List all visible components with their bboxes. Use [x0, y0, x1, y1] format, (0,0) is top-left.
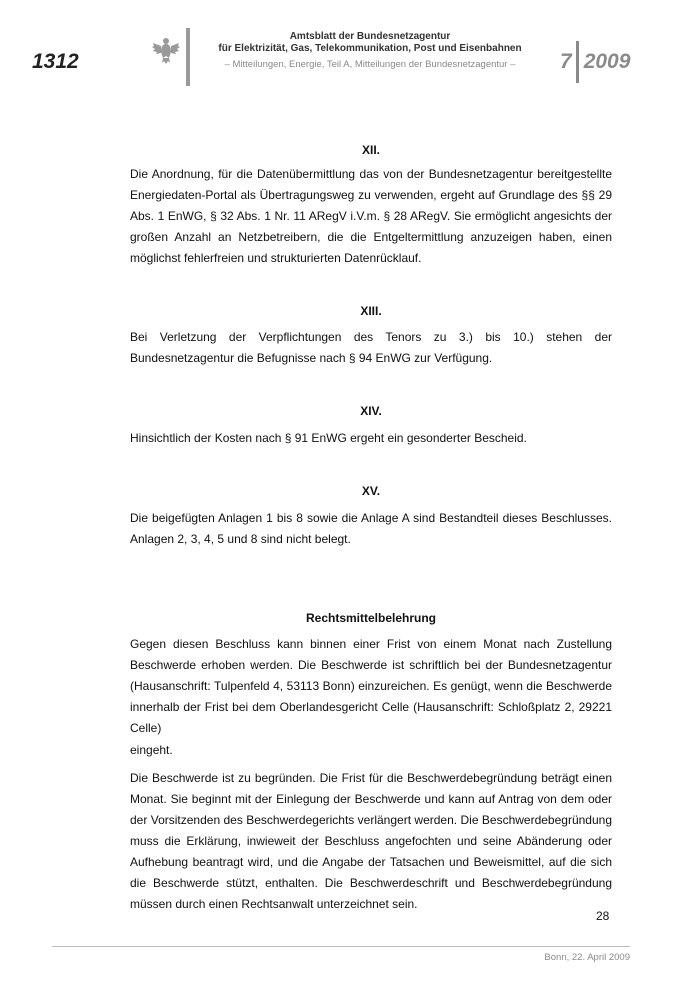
header-divider	[186, 28, 190, 86]
federal-eagle-icon	[150, 34, 182, 66]
issue-year: 2009	[583, 50, 631, 73]
rechtsmittel-text-1: Gegen diesen Beschluss kann binnen einer Frist von einem Monat nach Zustellung Beschwerde erhoben werden. Die Beschwerde ist schriftlich bei der Bundesnetzagentur (Hausanschrift: Tulpenfeld 4, 53113 Bonn) einzureichen. Es genügt, wenn die Beschwerde innerhalb der Frist bei dem Oberlandesgericht Celle (Hausanschrift: Schloßplatz 2, 29221 Celle)	[130, 637, 612, 735]
section-xv-heading: XV.	[361, 484, 381, 498]
journal-subtitle: – Mitteilungen, Energie, Teil A, Mitteilungen der Bundesnetzagentur –	[224, 59, 516, 70]
section-xiv-heading: XIV.	[360, 404, 382, 418]
section-xii-heading: XII.	[361, 143, 380, 157]
issue-label	[560, 49, 630, 75]
journal-title-line2: für Elektrizität, Gas, Telekommunikation, Post und Eisenbahnen	[218, 43, 522, 54]
issue-divider	[576, 41, 579, 83]
rechtsmittel-heading: Rechtsmittelbelehrung	[305, 611, 437, 625]
section-xiv-text: Hinsichtlich der Kosten nach § 91 EnWG ergeht ein gesonderter Bescheid.	[130, 431, 527, 445]
document-page-number: 28	[596, 909, 610, 923]
rechtsmittel-text-2: eingeht.	[130, 743, 173, 757]
rechtsmittel-text-3: Die Beschwerde ist zu begründen. Die Frist für die Beschwerdebegründung beträgt einen Monat. Sie beginnt mit der Einlegung der Beschwerde und kann auf Antrag von dem oder der Vorsitzenden des Beschwerdegerichts verlängert werden. Die Beschwerdebegründung muss die Erklärung, inwieweit der Beschluss angefochten und seine Abänderung oder Aufhebung beantragt wird, und die Angabe der Tatsachen und Beweismittel, auf die sich die Beschwerde stützt, enthalten. Die Beschwerdeschrift und Beschwerdebegründung müssen durch einen Rechtsanwalt unterzeichnet sein.	[130, 771, 612, 911]
issue-number: 7	[560, 50, 572, 73]
page-number: 1312	[32, 50, 79, 73]
section-xiii-heading: XIII.	[360, 304, 382, 318]
section-xii-text: Die Anordnung, für die Datenübermittlung das von der Bundesnetzagentur bereitgestellte Energiedaten-Portal als Übertragungsweg zu verwenden, ergeht auf Grundlage des §§ 29 Abs. 1 EnWG, § 32 Abs. 1 Nr. 11 ARegV i.V.m. § 28 ARegV. Sie ermöglicht angesichts der großen Anzahl an Netzbetreibern, die die Entgeltermittlung anzuzeigen haben, einen möglichst fehlerfreien und strukturierten Datenrücklauf.	[130, 167, 612, 265]
footer-date: Bonn, 22. April 2009	[544, 952, 630, 963]
journal-title-line1: Amtsblatt der Bundesnetzagentur	[289, 31, 451, 42]
journal-title	[210, 31, 530, 55]
footer-divider	[52, 946, 630, 947]
section-xv-text: Die beigefügten Anlagen 1 bis 8 sowie die Anlage A sind Bestandteil dieses Beschlusses. Anlagen 2, 3, 4, 5 und 8 sind nicht belegt.	[130, 511, 612, 546]
section-xiii-text: Bei Verletzung der Verpflichtungen des Tenors zu 3.) bis 10.) stehen der Bundesnetzagentur die Befugnisse nach § 94 EnWG zur Verfügung.	[130, 330, 612, 365]
